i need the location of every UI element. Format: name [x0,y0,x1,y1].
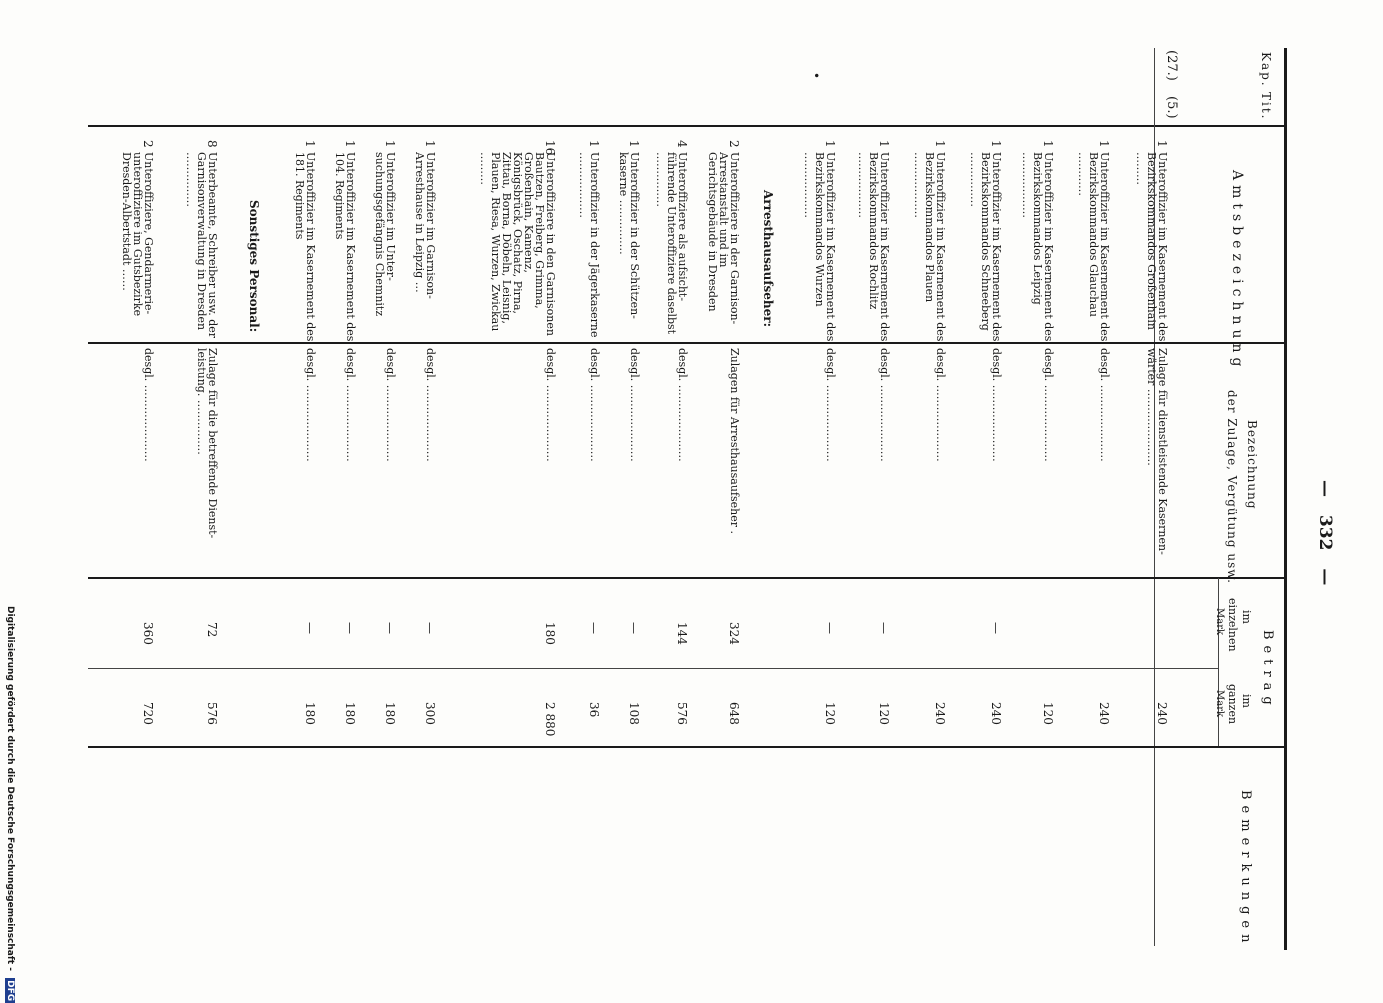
row-count: 1 [587,140,601,148]
row-ganzen: 240 [1155,702,1169,725]
row-amtsbezeichnung: Unteroffizier im Kasernement des Bezirkskommandos Schneeberg …………… [968,152,1003,342]
row-einzelnen: 144 [675,622,689,645]
row-count: 1 [303,140,317,148]
kap-tit-rule [1154,48,1155,128]
row-einzelnen: — [423,622,437,634]
row-einzelnen: — [383,622,397,634]
row-amtsbezeichnung: Unteroffizier im Kasernement des Bezirkskommandos Glauchau ………… [1076,152,1111,342]
header-ganzen-2: ganzen [1226,684,1239,725]
row-amtsbezeichnung: Unteroffizier im Kasernement des 104. Regiments [333,152,357,342]
row-bezeichnung: desgl. ………………… [990,348,1003,462]
page-number: — 332 — [1315,480,1335,586]
row-count: 1 [383,140,397,148]
row-count: 1 [1041,140,1055,148]
row-count: 1 [423,140,437,148]
kap-value: (27.) [1164,50,1179,81]
row-amtsbezeichnung: Unteroffizier im Kasernement des Bezirkskommandos Rochlitz ……………… [856,152,891,342]
row-ganzen: 120 [877,702,891,725]
row-count: 1 [823,140,837,148]
row-count: 4 [675,140,689,148]
row-einzelnen: — [989,622,1003,634]
row-einzelnen: 324 [727,622,741,645]
row-einzelnen: — [877,622,891,634]
row-einzelnen: — [303,622,317,634]
header-amtsbezeichnung: Amtsbezeichnung [1229,170,1245,372]
row-einzelnen: 72 [205,622,219,638]
row-count: 1 [1097,140,1111,148]
row-count: 1 [1155,140,1169,148]
row-bezeichnung: desgl. ………………… [1042,348,1055,462]
row-ganzen: 180 [383,702,397,725]
row-amtsbezeichnung: Unterbeamte, Schreiber usw. der Garnisonverwaltung in Dresden …………… [184,152,219,339]
section-arrest: Arresthausaufseher: [761,190,775,328]
header-bezeichnung-1: Bezeichnung [1245,420,1259,510]
row-bezeichnung: Zulagen für Arresthausaufseher . [728,348,741,534]
row-bezeichnung: desgl. ………………… [588,348,601,462]
row-bezeichnung: desgl. ………………… [676,348,689,462]
row-amtsbezeichnung: Unteroffizier im Garnison-Arresthause in Leipzig … [413,152,437,299]
row-einzelnen: — [343,622,357,634]
col-rule-einzeln [88,668,1218,669]
dash-left: — [1315,480,1335,497]
row-count: 2 [727,140,741,148]
row-ganzen: 720 [141,702,155,725]
row-amtsbezeichnung: Unteroffizier im Kasernement des 181. Regiments [293,152,317,342]
row-ganzen: 120 [1041,702,1055,725]
betrag-sub-rule [1218,578,1219,746]
row-amtsbezeichnung: Unteroffiziere in der Garnison-Arrestanstalt und im Gerichtsgebäude in Dresden [706,152,741,325]
row-ganzen: 648 [727,702,741,725]
row-amtsbezeichnung: Unteroffizier im Kasernement des Bezirkskommandos Großenhain ……… [1134,152,1169,342]
row-amtsbezeichnung: Unteroffiziere als aufsichtführende Unteroffiziere daselbst …………… [654,152,689,335]
table-top-rule [1284,48,1287,950]
row-ganzen: 240 [933,702,947,725]
dash-right: — [1315,568,1335,586]
row-bezeichnung: Zulage für dienstleistende Kasernenwärter ………………… [1145,348,1169,555]
row-ganzen: 108 [627,702,641,725]
row-bezeichnung: desgl. ………………… [304,348,317,462]
row-amtsbezeichnung: Unteroffizier im Kasernement des Bezirkskommandos Leipzig ……………… [1020,152,1055,342]
row-einzelnen: — [587,622,601,634]
row-count: 2 [141,140,155,148]
row-count: 1 [933,140,947,148]
row-einzelnen: 180 [543,622,557,645]
row-ganzen: 120 [823,702,837,725]
row-ganzen: 180 [343,702,357,725]
row-amtsbezeichnung: Unteroffizier im Kasernement des Bezirkskommandos Plauen ……………… [912,152,947,342]
mark-dot: • [809,72,823,80]
row-ganzen: 2 880 [543,702,557,737]
funding-note: Digitalisierung gefördert durch die Deutsche Forschungsgemeinschaft - DFG [5,606,15,1002]
row-bezeichnung: desgl. ………………… [628,348,641,462]
row-bezeichnung: desgl. ………………… [142,348,155,462]
header-tit: Tit. [1259,92,1273,121]
section-sonstiges: Sonstiges Personal: [247,200,261,333]
header-kap: Kap. [1259,52,1273,88]
row-ganzen: 240 [1097,702,1111,725]
row-ganzen: 576 [205,702,219,725]
row-bezeichnung: desgl. ………………… [384,348,397,462]
row-amtsbezeichnung: Unteroffizier im Untersuchungsgefängnis Chemnitz [373,152,397,317]
header-einzeln-2: einzelnen [1226,598,1239,652]
row-bezeichnung: Zulage für die betreffende Dienstleistung. …………… [195,348,219,539]
row-ganzen: 180 [303,702,317,725]
header-ganzen-1: im [1240,694,1253,708]
header-bezeichnung-2: der Zulage, Vergütung usw. [1225,390,1239,584]
row-ganzen: 36 [587,702,601,718]
row-ganzen: 576 [675,702,689,725]
row-bezeichnung: desgl. ………………… [344,348,357,462]
row-count: 8 [205,140,219,148]
row-ganzen: 240 [989,702,1003,725]
row-bezeichnung: desgl. ………………… [934,348,947,462]
row-amtsbezeichnung: Unteroffizier in der Jägerkaserne ……………… [577,152,601,338]
row-count: 1 [877,140,891,148]
row-bezeichnung: desgl. ………………… [878,348,891,462]
header-ganzen-3: Mark [1214,690,1225,718]
row-count: 1 [627,140,641,148]
row-einzelnen: — [627,622,641,634]
col-rule-ganzen [88,746,1285,748]
header-bemerkungen: Bemerkungen [1238,790,1253,949]
row-amtsbezeichnung: Unteroffiziere, Gendarmerie-unteroffiziere im Gutsbezirke Dresden-Albertstadt …… [120,152,155,317]
header-einzeln-3: Mark [1214,608,1225,636]
col-rule-betrag [88,577,1285,579]
row-count: 1 [343,140,357,148]
col-rule-bez [88,342,1285,344]
row-count: 1 [989,140,1003,148]
row-bezeichnung: desgl. ………………… [544,348,557,462]
row-bezeichnung: desgl. ………………… [424,348,437,462]
row-amtsbezeichnung: Unteroffizier im Kasernement des Bezirkskommandos Wurzen ……………… [802,152,837,342]
row-einzelnen: 360 [141,622,155,645]
row-amtsbezeichnung: Unteroffizier in der Schützenkaserne …………… [617,152,641,319]
row-ganzen: 300 [423,702,437,725]
row-bezeichnung: desgl. ………………… [824,348,837,462]
col-rule-amts [88,125,1285,127]
tit-value: (5.) [1164,96,1179,119]
row-amtsbezeichnung: Unteroffiziere in den Garnisonen Bautzen, Freiberg, Grimma, Großenhain, Kamenz, Königsbrück, Oschatz, Pirna, Zittau, Borna, Döbeln, Leisnig, Plauen, Riesa, Wurzen, Zwickau ……… [478,152,557,336]
row-einzelnen: — [823,622,837,634]
row-count: 16 [543,140,557,156]
dfg-logo: DFG [5,980,15,1002]
header-betrag: Betrag [1260,630,1275,711]
header-einzeln-1: im [1240,610,1253,624]
row-bezeichnung: desgl. ………………… [1098,348,1111,462]
